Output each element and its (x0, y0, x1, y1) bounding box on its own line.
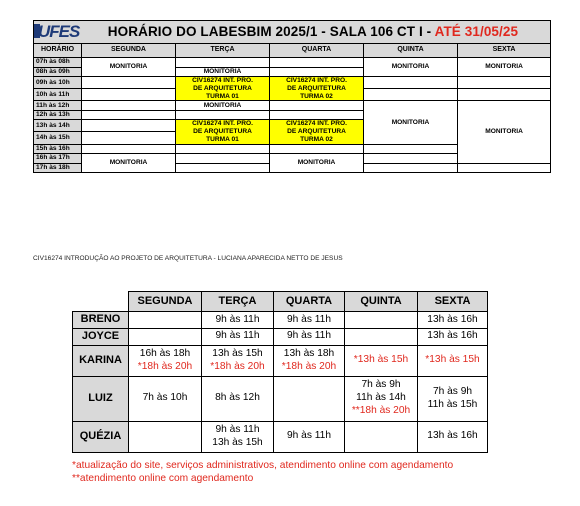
empty-cell (82, 120, 176, 132)
empty-cell (82, 77, 176, 89)
hours-cell (345, 312, 418, 329)
col-header-quarta: QUARTA (274, 292, 345, 312)
monitoria-cell: MONITORIA (82, 58, 176, 77)
hours-line: 13h às 15h (212, 436, 263, 448)
lab-schedule-table (33, 20, 551, 173)
empty-cell (82, 101, 176, 111)
hours-line: 11h às 14h (356, 392, 406, 404)
monitoria-cell: MONITORIA (176, 67, 270, 77)
ufes-logo: UFES (38, 22, 80, 41)
class-turma: TURMA 01 (206, 135, 239, 143)
hours-cell (345, 421, 418, 452)
course-note: CIV16274 INTRODUÇÃO AO PROJETO DE ARQUITETURA - LUCIANA APARECIDA NETTO DE JESUS (33, 255, 343, 262)
class-block-turma-02 (270, 77, 364, 101)
time-slot: 11h às 12h (34, 101, 82, 111)
monitoria-cell: MONITORIA (458, 101, 551, 163)
hours-cell (129, 421, 202, 452)
hours-line: 7h às 9h (432, 385, 473, 397)
monitoria-cell: MONITORIA (458, 58, 551, 77)
col-header-horario: HORÁRIO (34, 44, 82, 58)
class-code: CIV16274 INT. PRO. (286, 120, 347, 128)
monitoria-cell: MONITORIA (176, 101, 270, 111)
empty-cell (176, 163, 270, 173)
staff-name: BRENO (73, 312, 129, 329)
empty-cell (270, 67, 364, 77)
staff-name: QUÉZIA (73, 421, 129, 452)
empty-cell (82, 144, 176, 154)
hours-line-online: *18h às 20h (281, 360, 337, 372)
empty-cell (458, 163, 551, 173)
time-slot: 13h às 14h (34, 120, 82, 132)
col-header-quinta: QUINTA (364, 44, 458, 58)
empty-cell (458, 77, 551, 89)
staff-name: JOYCE (73, 328, 129, 345)
title-deadline: ATÉ 31/05/25 (434, 24, 519, 40)
corner-cell (73, 292, 129, 312)
staff-hours-table (72, 291, 488, 453)
empty-cell (364, 163, 458, 173)
empty-cell (270, 144, 364, 154)
empty-cell (364, 154, 458, 164)
hours-cell (202, 421, 274, 452)
time-slot: 07h às 08h (34, 58, 82, 68)
hours-line-online: *18h às 20h (137, 360, 193, 372)
hours-line: 9h às 11h (215, 423, 260, 435)
empty-cell (364, 144, 458, 154)
col-header-quarta: QUARTA (270, 44, 364, 58)
hours-cell: 13h às 16h (418, 328, 488, 345)
time-slot: 12h às 13h (34, 110, 82, 120)
hours-line: 16h às 18h (139, 347, 191, 359)
col-header-terca: TERÇA (202, 292, 274, 312)
staff-row (73, 312, 488, 329)
hours-cell (129, 345, 202, 376)
empty-cell (82, 110, 176, 120)
empty-cell (364, 89, 458, 101)
hours-cell (129, 328, 202, 345)
class-name: DE ARQUITETURA (193, 84, 252, 92)
hours-cell: 9h às 11h (202, 312, 274, 329)
hours-cell: 9h às 11h (274, 328, 345, 345)
hours-line-online: *18h às 20h (210, 360, 265, 372)
title-main: HORÁRIO DO LABESBIM 2025/1 - SALA 106 CT I - (107, 24, 435, 40)
staff-name: KARINA (73, 345, 129, 376)
time-slot: 17h às 18h (34, 163, 82, 173)
empty-cell (458, 89, 551, 101)
class-block-turma-02 (270, 120, 364, 144)
staff-row (73, 421, 488, 452)
empty-cell (270, 58, 364, 68)
monitoria-cell: MONITORIA (82, 154, 176, 173)
hours-cell (129, 312, 202, 329)
empty-cell (176, 144, 270, 154)
class-code: CIV16274 INT. PRO. (192, 77, 253, 84)
hours-line: 13h às 18h (283, 347, 335, 359)
hours-line-online: **18h às 20h (351, 404, 411, 416)
schedule-title (34, 21, 551, 44)
class-name: DE ARQUITETURA (193, 128, 252, 136)
class-block-turma-01 (176, 77, 270, 101)
col-header-terca: TERÇA (176, 44, 270, 58)
class-code: CIV16274 INT. PRO. (286, 77, 347, 84)
class-name: DE ARQUITETURA (287, 84, 346, 92)
hours-cell: 9h às 11h (274, 312, 345, 329)
time-slot: 14h às 15h (34, 132, 82, 144)
empty-cell (176, 58, 270, 68)
monitoria-cell: MONITORIA (364, 101, 458, 144)
time-slot: 16h às 17h (34, 154, 82, 164)
empty-cell (82, 89, 176, 101)
hours-cell (202, 345, 274, 376)
hours-cell: 8h às 12h (202, 376, 274, 421)
hours-cell: *13h às 15h (418, 345, 488, 376)
col-header-quinta: QUINTA (345, 292, 418, 312)
monitoria-cell: MONITORIA (364, 58, 458, 77)
hours-cell (345, 328, 418, 345)
footnote-asterisk: *atualização do site, serviços administrativos, atendimento online com agendamento (72, 460, 454, 471)
col-header-sexta: SEXTA (458, 44, 551, 58)
hours-line: 11h às 15h (427, 398, 478, 410)
hours-cell: *13h às 15h (345, 345, 418, 376)
hours-cell: 9h às 11h (274, 421, 345, 452)
hours-cell: 13h às 16h (418, 421, 488, 452)
class-turma: TURMA 02 (300, 135, 333, 143)
hours-line: 13h às 15h (212, 347, 263, 359)
empty-cell (364, 77, 458, 89)
empty-cell (176, 110, 270, 120)
time-slot: 10h às 11h (34, 89, 82, 101)
staff-row (73, 345, 488, 376)
class-block-turma-01 (176, 120, 270, 144)
time-slot: 09h às 10h (34, 77, 82, 89)
hours-cell (345, 376, 418, 421)
empty-cell (82, 132, 176, 144)
hours-cell (418, 376, 488, 421)
empty-cell (270, 110, 364, 120)
staff-row (73, 328, 488, 345)
class-turma: TURMA 02 (300, 92, 333, 100)
col-header-segunda: SEGUNDA (82, 44, 176, 58)
monitoria-cell: MONITORIA (270, 154, 364, 173)
col-header-sexta: SEXTA (418, 292, 488, 312)
hours-cell: 7h às 10h (129, 376, 202, 421)
empty-cell (176, 154, 270, 164)
class-turma: TURMA 01 (206, 92, 239, 100)
time-slot: 08h às 09h (34, 67, 82, 77)
time-slot: 15h às 16h (34, 144, 82, 154)
hours-cell: 13h às 16h (418, 312, 488, 329)
col-header-segunda: SEGUNDA (129, 292, 202, 312)
class-code: CIV16274 INT. PRO. (192, 120, 253, 128)
staff-name: LUIZ (73, 376, 129, 421)
staff-row (73, 376, 488, 421)
hours-cell (274, 345, 345, 376)
hours-cell: 9h às 11h (202, 328, 274, 345)
footnote-double-asterisk: **atendimento online com agendamento (72, 473, 254, 484)
class-name: DE ARQUITETURA (287, 128, 346, 136)
hours-cell (274, 376, 345, 421)
hours-line: 7h às 9h (361, 379, 401, 391)
empty-cell (270, 101, 364, 111)
